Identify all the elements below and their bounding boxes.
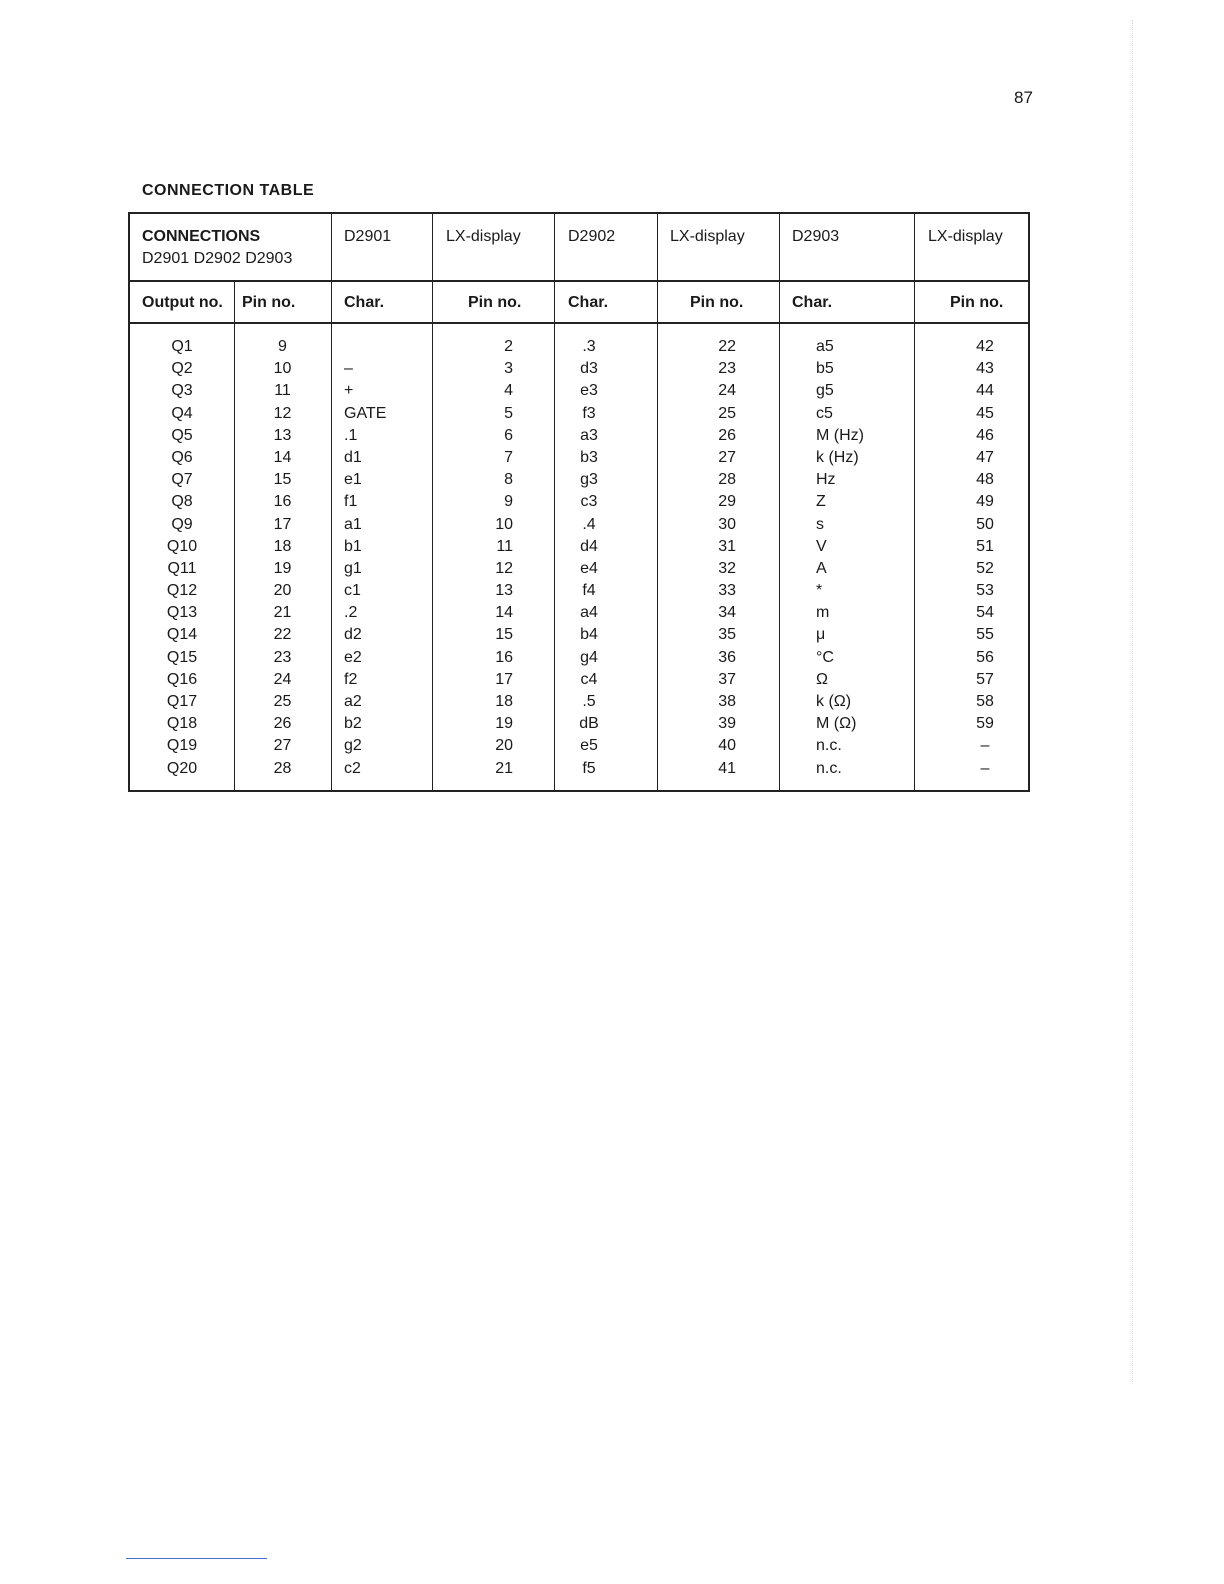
header-lx-display-2: LX-display: [670, 228, 745, 245]
table-cell: 32: [718, 559, 736, 577]
table-cell: s: [816, 515, 824, 533]
table-cell: °C: [816, 648, 834, 666]
table-cell: f5: [582, 759, 596, 777]
table-cell: 50: [976, 515, 994, 533]
table-cell: 14: [273, 448, 292, 466]
table-cell: 35: [718, 626, 736, 644]
header-d2903: D2903: [792, 228, 840, 245]
table-cell: 38: [718, 693, 736, 710]
table-cell: e1: [344, 471, 362, 489]
table-cell: Q3: [171, 382, 193, 400]
table-cell: 15: [273, 471, 292, 489]
table-cell: 47: [976, 448, 994, 466]
table-cell: m: [816, 604, 830, 622]
divider: [130, 280, 1028, 282]
table-cell: 37: [718, 670, 736, 688]
header-d2901: D2901: [344, 228, 392, 245]
table-cell: dB: [579, 715, 599, 733]
table-cell: 51: [976, 537, 994, 555]
table-cell: 11: [496, 537, 513, 555]
table-cell: e2: [344, 648, 362, 666]
table-cell: b3: [580, 448, 598, 466]
table-cell: 24: [718, 382, 736, 400]
table-cell: c5: [816, 404, 833, 422]
table-cell: 31: [718, 537, 736, 555]
header-connections: [142, 228, 292, 268]
table-cell: 45: [976, 404, 994, 422]
table-cell: 17: [273, 515, 292, 533]
table-cell: 18: [495, 693, 513, 710]
table-cell: b2: [344, 715, 362, 733]
table-cell: Hz: [816, 471, 836, 489]
column-lx-pin-3: [960, 336, 1010, 780]
table-title: CONNECTION TABLE: [142, 182, 315, 199]
table-cell: d1: [344, 448, 362, 466]
footer-rule: [126, 1558, 267, 1559]
table-cell: 23: [718, 360, 736, 378]
table-cell: 44: [976, 382, 994, 400]
table-cell: 22: [273, 626, 292, 644]
table-cell: Q2: [171, 360, 193, 378]
table-cell: 5: [504, 404, 513, 422]
table-cell: 41: [718, 759, 736, 777]
table-cell: b5: [816, 360, 834, 378]
table-cell: Q12: [166, 582, 198, 600]
table-cell: k (Ω): [816, 693, 852, 710]
table-cell: .4: [582, 515, 596, 533]
table-cell: .5: [582, 693, 596, 710]
table-cell: 53: [976, 582, 994, 600]
table-cell: V: [816, 537, 827, 555]
table-cell: b1: [344, 537, 362, 555]
divider: [331, 214, 332, 790]
column-pin-no: [234, 336, 331, 780]
column-d2903-char: [816, 336, 912, 780]
table-cell: 49: [976, 493, 994, 511]
table-cell: Q14: [166, 626, 198, 644]
divider: [130, 322, 1028, 324]
subheader-char-3: Char.: [792, 294, 833, 311]
table-cell: 12: [495, 559, 513, 577]
table-cell: d4: [580, 537, 598, 555]
table-cell: [344, 336, 430, 358]
table-cell: e4: [580, 559, 598, 577]
column-d2901-char: [344, 336, 430, 780]
subheader-pin-1: Pin no.: [468, 294, 522, 311]
table-cell: 40: [718, 737, 736, 755]
table-cell: 33: [718, 582, 736, 600]
table-cell: a1: [344, 515, 362, 533]
table-cell: e3: [580, 382, 598, 400]
table-cell: g3: [580, 471, 598, 489]
table-cell: –: [344, 360, 353, 378]
table-cell: 57: [976, 670, 994, 688]
table-cell: Q13: [166, 604, 198, 622]
header-d2902: D2902: [568, 228, 616, 245]
table-cell: a2: [344, 693, 362, 710]
table-cell: 48: [976, 471, 994, 489]
table-cell: 25: [273, 693, 292, 710]
table-cell: 27: [718, 448, 736, 466]
table-cell: 2: [504, 338, 513, 355]
table-cell: e5: [580, 737, 598, 755]
table-cell: c4: [580, 670, 598, 688]
table-cell: Q6: [171, 448, 193, 466]
table-cell: 30: [718, 515, 736, 533]
table-cell: 46: [976, 426, 994, 444]
table-cell: 17: [495, 670, 513, 688]
table-cell: 3: [504, 360, 513, 378]
table-cell: 9: [504, 493, 513, 511]
table-cell: A: [816, 559, 827, 577]
table-cell: c1: [344, 582, 361, 600]
table-cell: g2: [344, 737, 362, 755]
header-lx-display-3: LX-display: [928, 228, 1003, 245]
table-cell: 11: [274, 382, 291, 400]
table-cell: g5: [816, 382, 834, 400]
table-cell: 58: [976, 693, 994, 710]
table-cell: Z: [816, 493, 826, 511]
subheader-output-no: Output no.: [142, 294, 223, 311]
table-cell: 14: [495, 604, 513, 622]
table-cell: Q11: [167, 559, 197, 577]
subheader-char-2: Char.: [568, 294, 609, 311]
table-cell: 16: [495, 648, 513, 666]
table-cell: 21: [495, 759, 513, 777]
table-cell: .3: [582, 338, 596, 355]
table-cell: 4: [504, 382, 513, 400]
table-cell: 26: [273, 715, 292, 733]
table-cell: 22: [718, 338, 736, 355]
table-cell: 8: [504, 471, 513, 489]
table-cell: 52: [976, 559, 994, 577]
table-cell: Ω: [816, 670, 828, 688]
table-cell: 59: [976, 715, 994, 733]
page-number: 87: [1014, 88, 1033, 107]
table-cell: 36: [718, 648, 736, 666]
table-cell: .1: [344, 426, 358, 444]
table-cell: 27: [273, 737, 292, 755]
subheader-char-1: Char.: [344, 294, 385, 311]
table-cell: 16: [273, 493, 292, 511]
column-output-no: [130, 336, 234, 780]
table-cell: Q20: [166, 759, 198, 777]
table-cell: Q4: [171, 404, 193, 422]
table-cell: a5: [816, 338, 834, 355]
header-lx-display-1: LX-display: [446, 228, 521, 245]
table-cell: 24: [273, 670, 292, 688]
table-cell: 12: [273, 404, 292, 422]
table-cell: 26: [718, 426, 736, 444]
table-cell: g1: [344, 559, 362, 577]
table-cell: f1: [344, 493, 358, 511]
table-cell: Q15: [166, 648, 198, 666]
table-cell: f4: [582, 582, 596, 600]
table-cell: d3: [580, 360, 598, 378]
table-cell: 9: [278, 338, 287, 355]
divider: [779, 214, 780, 790]
table-cell: 13: [495, 582, 513, 600]
table-cell: 7: [504, 448, 513, 466]
table-cell: GATE: [344, 404, 387, 422]
table-cell: Q7: [171, 471, 193, 489]
table-cell: M (Ω): [816, 715, 857, 733]
table-cell: b4: [580, 626, 598, 644]
column-d2902-char: [554, 336, 624, 780]
table-cell: 56: [976, 648, 994, 666]
table-cell: 20: [495, 737, 513, 755]
table-cell: 29: [718, 493, 736, 511]
table-cell: 10: [495, 515, 513, 533]
table-cell: 15: [495, 626, 513, 644]
table-cell: 34: [718, 604, 736, 622]
header-connections-sub: D2901 D2902 D2903: [142, 250, 293, 267]
table-cell: 28: [718, 471, 736, 489]
table-cell: 43: [976, 360, 994, 378]
subheader-pin-3: Pin no.: [950, 294, 1004, 311]
table-cell: .2: [344, 604, 358, 622]
table-cell: g4: [580, 648, 598, 666]
table-cell: c2: [344, 759, 361, 777]
table-cell: 42: [976, 338, 994, 355]
table-cell: 19: [273, 559, 292, 577]
table-cell: 21: [273, 604, 292, 622]
connection-table: [128, 212, 1030, 792]
subheader-pin-no: Pin no.: [242, 294, 296, 311]
table-cell: Q9: [171, 515, 193, 533]
table-cell: 25: [718, 404, 736, 422]
table-cell: 39: [718, 715, 736, 733]
header-connections-label: CONNECTIONS: [142, 228, 261, 245]
table-cell: d2: [344, 626, 362, 644]
table-cell: M (Hz): [816, 426, 864, 444]
table-cell: 10: [273, 360, 292, 378]
table-cell: –: [980, 737, 990, 755]
table-cell: a4: [580, 604, 598, 622]
column-lx-pin-1: [432, 336, 513, 780]
divider: [914, 214, 915, 790]
column-lx-pin-2: [657, 336, 736, 780]
table-cell: f2: [344, 670, 358, 688]
table-cell: +: [344, 382, 354, 400]
table-cell: a3: [580, 426, 598, 444]
subheader-pin-2: Pin no.: [690, 294, 744, 311]
table-cell: 23: [273, 648, 292, 666]
table-cell: –: [980, 759, 990, 777]
table-cell: Q19: [166, 737, 198, 755]
table-cell: 6: [504, 426, 513, 444]
table-cell: 28: [273, 759, 292, 777]
table-cell: n.c.: [816, 737, 842, 755]
table-cell: Q1: [171, 338, 193, 355]
table-cell: 55: [976, 626, 994, 644]
table-cell: 19: [495, 715, 513, 733]
table-cell: c3: [580, 493, 598, 511]
table-cell: 13: [273, 426, 292, 444]
table-cell: μ: [816, 626, 826, 644]
table-cell: n.c.: [816, 759, 842, 777]
table-cell: Q18: [166, 715, 198, 733]
table-cell: 54: [976, 604, 994, 622]
table-cell: 20: [273, 582, 292, 600]
table-cell: *: [816, 582, 823, 600]
table-cell: 18: [273, 537, 292, 555]
table-cell: Q8: [171, 493, 193, 511]
table-cell: Q5: [171, 426, 193, 444]
scan-edge-mark: [1132, 20, 1133, 1384]
table-cell: k (Hz): [816, 448, 859, 466]
table-cell: Q10: [166, 537, 198, 555]
table-cell: Q16: [166, 670, 198, 688]
table-cell: Q17: [166, 693, 198, 710]
table-cell: f3: [582, 404, 596, 422]
